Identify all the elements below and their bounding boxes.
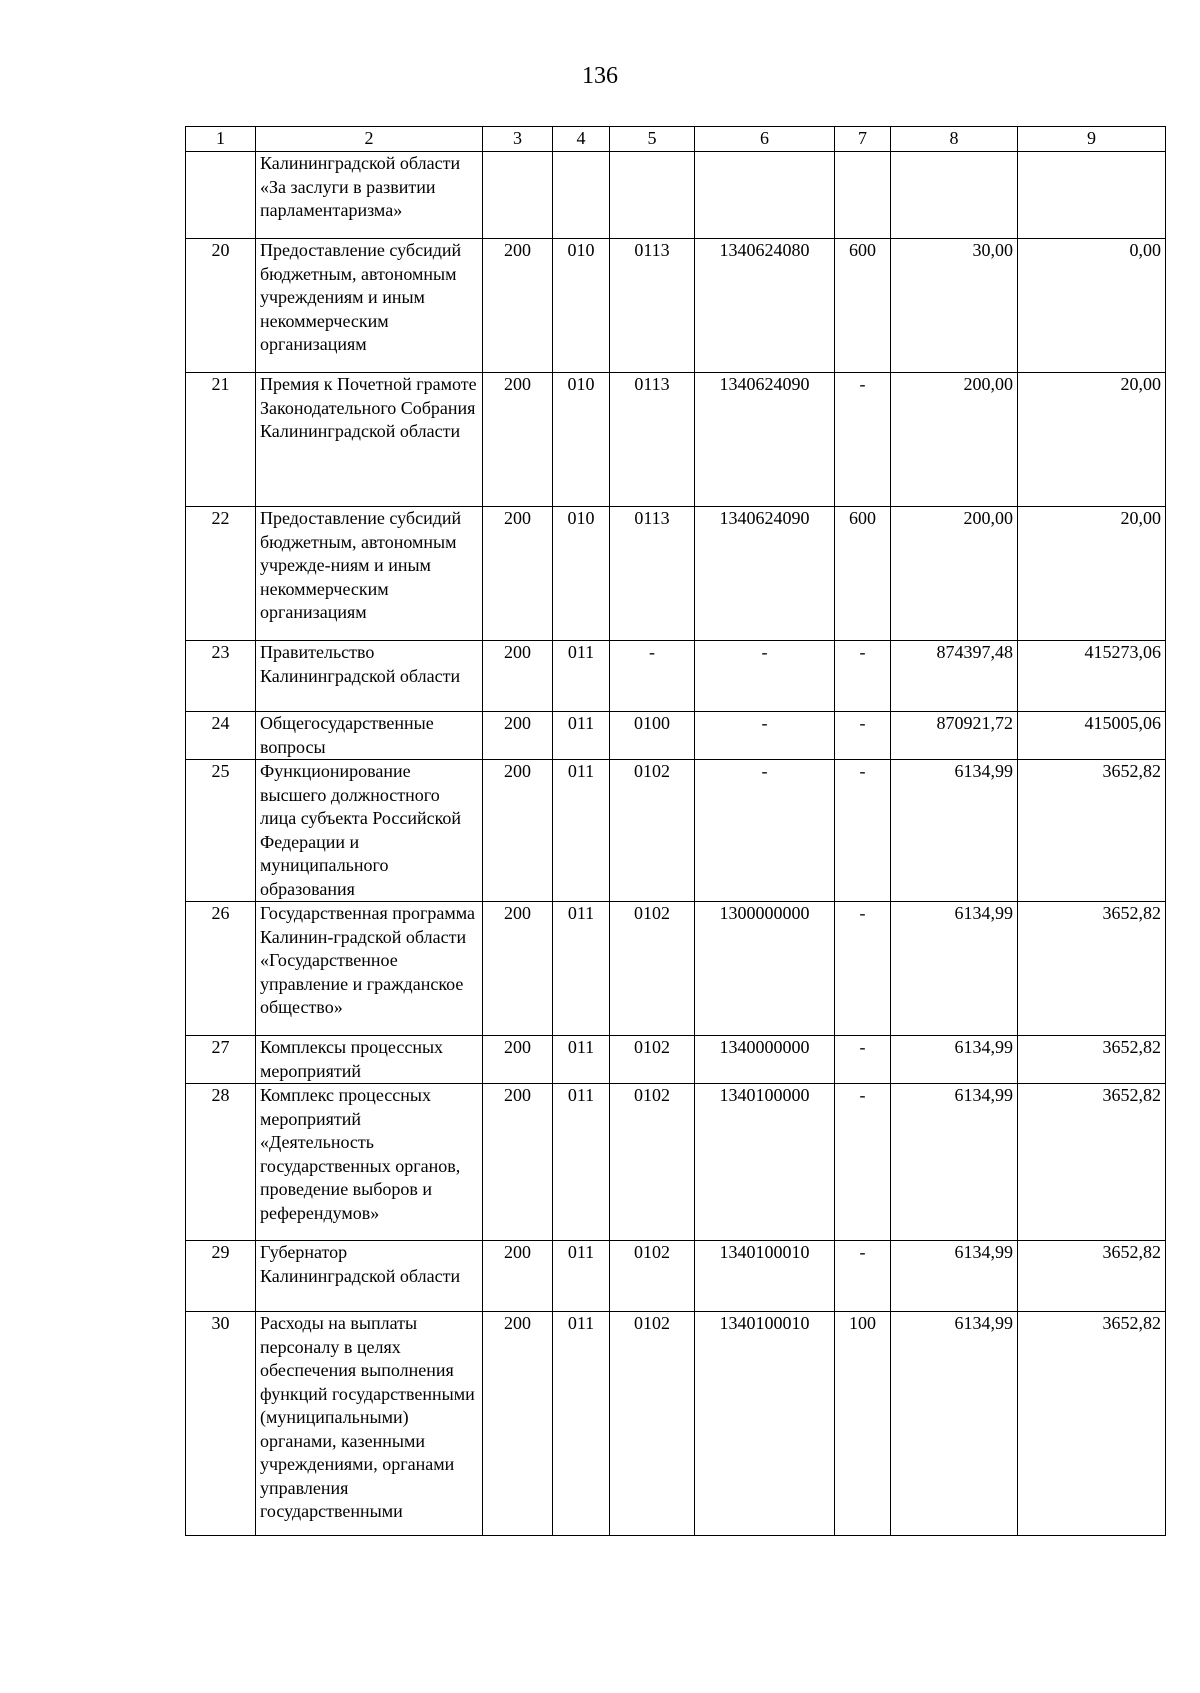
row-amount-9: 3652,82 — [1018, 902, 1166, 1036]
row-code-5: - — [610, 641, 695, 712]
row-amount-9: 20,00 — [1018, 373, 1166, 507]
row-code-7: 600 — [835, 239, 891, 373]
row-code-3: 200 — [483, 1241, 553, 1312]
row-code-7 — [835, 152, 891, 239]
row-amount-8: 200,00 — [891, 507, 1018, 641]
row-code-5: 0102 — [610, 1312, 695, 1536]
row-amount-8: 6134,99 — [891, 902, 1018, 1036]
table-header-row — [186, 127, 1166, 152]
row-name: Комплексы процессных мероприятий — [256, 1036, 483, 1084]
table-row — [186, 373, 1166, 507]
row-code-4: 011 — [553, 1241, 610, 1312]
row-name: Государственная программа Калинин-градской области «Государственное управление и гражданское общество» — [256, 902, 483, 1036]
row-number: 30 — [186, 1312, 256, 1536]
row-code-5: 0113 — [610, 373, 695, 507]
row-amount-9: 3652,82 — [1018, 1312, 1166, 1536]
column-header: 9 — [1018, 127, 1166, 152]
row-number: 23 — [186, 641, 256, 712]
row-amount-8: 200,00 — [891, 373, 1018, 507]
row-amount-8: 874397,48 — [891, 641, 1018, 712]
row-code-4: 011 — [553, 1084, 610, 1241]
row-amount-9: 3652,82 — [1018, 760, 1166, 902]
row-amount-8: 6134,99 — [891, 1312, 1018, 1536]
row-amount-9: 20,00 — [1018, 507, 1166, 641]
row-name: Предоставление субсидий бюджетным, автономным учреждениям и иным некоммерческим организациям — [256, 239, 483, 373]
row-amount-9: 3652,82 — [1018, 1084, 1166, 1241]
row-name: Калининградской области «За заслуги в развитии парламентаризма» — [256, 152, 483, 239]
row-amount-9 — [1018, 152, 1166, 239]
row-number: 21 — [186, 373, 256, 507]
row-code-3: 200 — [483, 712, 553, 760]
row-amount-8: 6134,99 — [891, 1084, 1018, 1241]
row-code-4: 011 — [553, 641, 610, 712]
row-code-6 — [695, 152, 835, 239]
row-code-4: 011 — [553, 1312, 610, 1536]
row-code-3: 200 — [483, 507, 553, 641]
row-code-3: 200 — [483, 760, 553, 902]
row-code-5: 0102 — [610, 1036, 695, 1084]
row-code-7: - — [835, 712, 891, 760]
column-header: 2 — [256, 127, 483, 152]
row-name: Премия к Почетной грамоте Законодательного Собрания Калининградской области — [256, 373, 483, 507]
row-amount-8 — [891, 152, 1018, 239]
row-number: 25 — [186, 760, 256, 902]
table-row — [186, 902, 1166, 1036]
row-amount-9: 415005,06 — [1018, 712, 1166, 760]
column-header: 5 — [610, 127, 695, 152]
row-number — [186, 152, 256, 239]
table-row — [186, 239, 1166, 373]
row-code-3: 200 — [483, 1036, 553, 1084]
row-code-5: 0113 — [610, 507, 695, 641]
row-code-6: - — [695, 712, 835, 760]
row-code-4 — [553, 152, 610, 239]
row-code-6: 1340624090 — [695, 507, 835, 641]
table-row — [186, 1084, 1166, 1241]
row-amount-9: 3652,82 — [1018, 1036, 1166, 1084]
row-name: Губернатор Калининградской области — [256, 1241, 483, 1312]
row-code-5: 0102 — [610, 1084, 695, 1241]
row-code-6: 1340624090 — [695, 373, 835, 507]
row-code-3: 200 — [483, 373, 553, 507]
row-code-6: - — [695, 760, 835, 902]
table-row — [186, 712, 1166, 760]
row-code-7: - — [835, 1241, 891, 1312]
table-row — [186, 760, 1166, 902]
row-code-7: - — [835, 902, 891, 1036]
row-code-5: 0102 — [610, 1241, 695, 1312]
row-amount-9: 3652,82 — [1018, 1241, 1166, 1312]
row-code-6: 1340100000 — [695, 1084, 835, 1241]
page-number: 136 — [582, 63, 618, 89]
row-code-7: - — [835, 641, 891, 712]
column-header: 1 — [186, 127, 256, 152]
table-row — [186, 1312, 1166, 1536]
row-code-4: 011 — [553, 1036, 610, 1084]
row-code-7: 600 — [835, 507, 891, 641]
column-header: 8 — [891, 127, 1018, 152]
row-code-5 — [610, 152, 695, 239]
row-code-3: 200 — [483, 239, 553, 373]
row-name: Расходы на выплаты персоналу в целях обеспечения выполнения функций государственными (муниципальными) органами, казенными учреждениями, органами управления государственными — [256, 1312, 483, 1536]
row-code-7: 100 — [835, 1312, 891, 1536]
row-code-3: 200 — [483, 1312, 553, 1536]
table-row — [186, 641, 1166, 712]
row-code-4: 011 — [553, 712, 610, 760]
row-code-4: 010 — [553, 239, 610, 373]
row-code-7: - — [835, 760, 891, 902]
row-code-7: - — [835, 1084, 891, 1241]
row-code-4: 011 — [553, 902, 610, 1036]
column-header: 4 — [553, 127, 610, 152]
row-number: 26 — [186, 902, 256, 1036]
row-code-4: 010 — [553, 373, 610, 507]
row-code-6: 1300000000 — [695, 902, 835, 1036]
row-code-6: 1340624080 — [695, 239, 835, 373]
row-amount-8: 6134,99 — [891, 1036, 1018, 1084]
row-code-4: 011 — [553, 760, 610, 902]
row-amount-9: 415273,06 — [1018, 641, 1166, 712]
row-number: 24 — [186, 712, 256, 760]
row-code-6: 1340000000 — [695, 1036, 835, 1084]
row-code-5: 0113 — [610, 239, 695, 373]
row-name: Правительство Калининградской области — [256, 641, 483, 712]
row-code-5: 0102 — [610, 902, 695, 1036]
column-header: 7 — [835, 127, 891, 152]
row-number: 29 — [186, 1241, 256, 1312]
row-name: Комплекс процессных мероприятий «Деятельность государственных органов, проведение выборов и референдумов» — [256, 1084, 483, 1241]
table-row — [186, 152, 1166, 239]
table-row — [186, 1241, 1166, 1312]
row-amount-8: 870921,72 — [891, 712, 1018, 760]
row-number: 22 — [186, 507, 256, 641]
table-row — [186, 507, 1166, 641]
row-name: Функционирование высшего должностного лица субъекта Российской Федерации и муниципального образования — [256, 760, 483, 902]
row-code-7: - — [835, 1036, 891, 1084]
row-amount-9: 0,00 — [1018, 239, 1166, 373]
row-code-3: 200 — [483, 1084, 553, 1241]
row-number: 28 — [186, 1084, 256, 1241]
table-row — [186, 1036, 1166, 1084]
row-code-7: - — [835, 373, 891, 507]
row-code-6: 1340100010 — [695, 1241, 835, 1312]
row-name: Предоставление субсидий бюджетным, автономным учрежде-ниям и иным некоммерческим организациям — [256, 507, 483, 641]
row-code-5: 0102 — [610, 760, 695, 902]
row-amount-8: 30,00 — [891, 239, 1018, 373]
row-code-6: 1340100010 — [695, 1312, 835, 1536]
budget-table — [185, 126, 1166, 1536]
row-code-6: - — [695, 641, 835, 712]
column-header: 3 — [483, 127, 553, 152]
row-code-3: 200 — [483, 902, 553, 1036]
column-header: 6 — [695, 127, 835, 152]
row-number: 27 — [186, 1036, 256, 1084]
row-amount-8: 6134,99 — [891, 760, 1018, 902]
row-code-4: 010 — [553, 507, 610, 641]
row-amount-8: 6134,99 — [891, 1241, 1018, 1312]
row-code-5: 0100 — [610, 712, 695, 760]
row-name: Общегосударственные вопросы — [256, 712, 483, 760]
row-number: 20 — [186, 239, 256, 373]
row-code-3: 200 — [483, 641, 553, 712]
row-code-3 — [483, 152, 553, 239]
